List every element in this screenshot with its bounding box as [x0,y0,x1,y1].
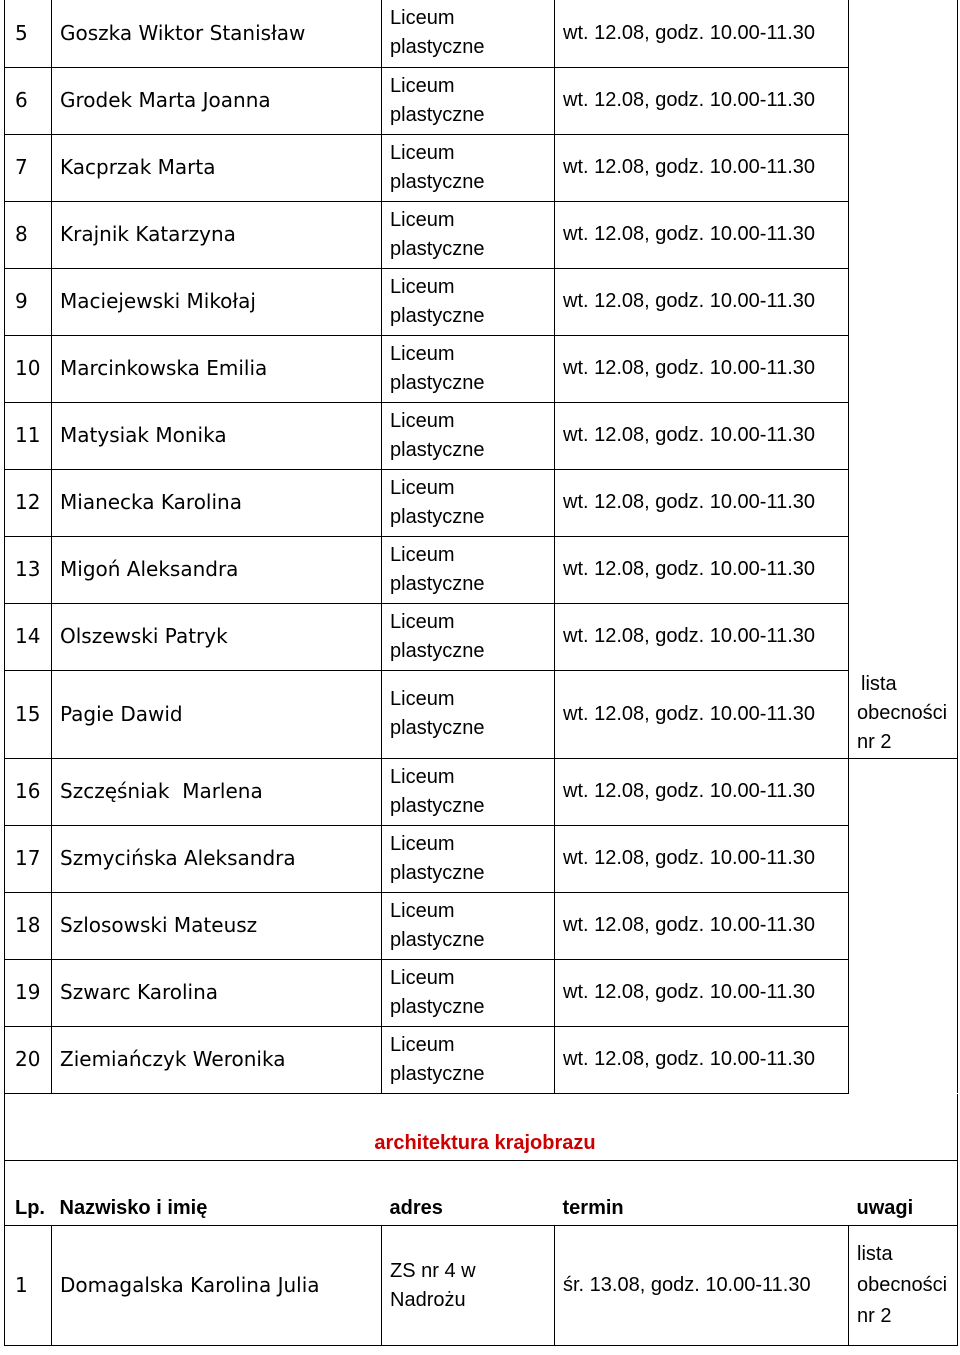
section-row-nr: 1 [5,1226,52,1346]
school-cell [382,1026,555,1093]
school-cell [382,469,555,536]
table-row [5,335,958,402]
school-line2: plastyczne [390,170,485,193]
row-number: 6 [5,67,52,134]
school-line2: plastyczne [390,371,485,394]
term-cell: wt. 12.08, godz. 10.00-11.30 [555,758,849,825]
student-name: Goszka Wiktor Stanisław [52,0,382,67]
school-line2: plastyczne [390,572,485,595]
row-number: 13 [5,536,52,603]
table-row [5,201,958,268]
school-line2: plastyczne [390,995,485,1018]
school-cell [382,536,555,603]
student-name: Marcinkowska Emilia [52,335,382,402]
row-number: 12 [5,469,52,536]
school-line1: Liceum [390,899,455,922]
school-cell [382,402,555,469]
term-cell: wt. 12.08, godz. 10.00-11.30 [555,892,849,959]
student-name: Szczęśniak Marlena [52,758,382,825]
student-name: Kacprzak Marta [52,134,382,201]
school-line2: plastyczne [390,36,485,59]
notes-cell [849,469,958,536]
school-cell [382,268,555,335]
student-name: Szmycińska Aleksandra [52,825,382,892]
term-cell: wt. 12.08, godz. 10.00-11.30 [555,536,849,603]
student-name: Maciejewski Mikołaj [52,268,382,335]
row-number: 19 [5,959,52,1026]
table-row [5,825,958,892]
term-cell: wt. 12.08, godz. 10.00-11.30 [555,268,849,335]
table-row [5,268,958,335]
row-number: 10 [5,335,52,402]
school-line2: plastyczne [390,103,485,126]
section-title-cell [5,1094,958,1161]
term-cell: wt. 12.08, godz. 10.00-11.30 [555,959,849,1026]
school-cell [382,670,555,758]
section-row-note [849,1226,958,1346]
group-note-line3: nr 2 [857,731,892,754]
document-page [4,0,957,1353]
school-line2: plastyczne [390,304,485,327]
school-line1: Liceum [390,208,455,231]
school-line1: Liceum [390,275,455,298]
students-table [4,0,958,1094]
notes-cell [849,959,958,1026]
row-number: 16 [5,758,52,825]
notes-cell [849,536,958,603]
notes-cell [849,0,958,67]
school-cell [382,0,555,67]
section-header-row [5,1161,958,1226]
school-line2: plastyczne [390,717,485,739]
notes-cell [849,892,958,959]
notes-cell [849,1026,958,1093]
school-line1: Liceum [390,966,455,989]
table-row [5,402,958,469]
school-line1: Liceum [390,7,455,30]
row-number: 8 [5,201,52,268]
student-name: Migoń Aleksandra [52,536,382,603]
term-cell: wt. 12.08, godz. 10.00-11.30 [555,670,849,758]
school-line1: Liceum [390,141,455,164]
note-line1: lista [857,1243,893,1265]
row-number: 7 [5,134,52,201]
section-row [5,1226,958,1346]
table-row [5,67,958,134]
student-name: Szlosowski Mateusz [52,892,382,959]
table-row [5,536,958,603]
table-row [5,134,958,201]
term-cell: wt. 12.08, godz. 10.00-11.30 [555,603,849,670]
school-line2: plastyczne [390,861,485,884]
school-line1: Liceum [390,409,455,432]
header-name: Nazwisko i imię [52,1161,382,1226]
group-note-line1: lista [861,673,897,696]
table-row [5,892,958,959]
address-line1: ZS nr 4 w [390,1259,476,1282]
header-address: adres [382,1161,555,1226]
note-line2: obecności [857,1274,948,1296]
school-line2: plastyczne [390,505,485,528]
school-line1: Liceum [390,74,455,97]
notes-cell [849,335,958,402]
table-row [5,0,958,67]
group-note-line2: obecności [857,702,948,725]
school-line2: plastyczne [390,1062,485,1085]
student-name: Matysiak Monika [52,402,382,469]
student-name: Ziemiańczyk Weronika [52,1026,382,1093]
school-cell [382,134,555,201]
school-line2: plastyczne [390,237,485,260]
table-row [5,603,958,670]
notes-cell [849,134,958,201]
term-cell: wt. 12.08, godz. 10.00-11.30 [555,825,849,892]
student-name: Olszewski Patryk [52,603,382,670]
student-name: Krajnik Katarzyna [52,201,382,268]
school-line1: Liceum [390,342,455,365]
student-name: Grodek Marta Joanna [52,67,382,134]
school-line1: Liceum [390,476,455,499]
school-line1: Liceum [390,688,455,710]
section-title-row [5,1094,958,1161]
notes-cell [849,758,958,825]
school-line1: Liceum [390,832,455,855]
school-line2: plastyczne [390,639,485,662]
note-line3: nr 2 [857,1305,892,1327]
school-cell [382,201,555,268]
row-number: 5 [5,0,52,67]
section-table [4,1094,958,1347]
school-line2: plastyczne [390,794,485,817]
section-row-address [382,1226,555,1346]
address-line2: Nadrożu [390,1288,466,1311]
section-title: architektura krajobrazu [374,1132,596,1154]
term-cell: wt. 12.08, godz. 10.00-11.30 [555,134,849,201]
table-row [5,959,958,1026]
school-cell [382,603,555,670]
header-notes: uwagi [849,1161,958,1226]
school-cell [382,825,555,892]
row-number: 20 [5,1026,52,1093]
school-cell [382,758,555,825]
row-number: 15 [5,670,52,758]
school-cell [382,892,555,959]
term-cell: wt. 12.08, godz. 10.00-11.30 [555,402,849,469]
term-cell: wt. 12.08, godz. 10.00-11.30 [555,469,849,536]
students-table-body [5,0,958,1093]
term-cell: wt. 12.08, godz. 10.00-11.30 [555,0,849,67]
notes-cell [849,268,958,335]
notes-cell [849,402,958,469]
school-cell [382,67,555,134]
school-line2: plastyczne [390,928,485,951]
school-cell [382,335,555,402]
student-name: Mianecka Karolina [52,469,382,536]
term-cell: wt. 12.08, godz. 10.00-11.30 [555,1026,849,1093]
row-number: 14 [5,603,52,670]
student-name: Szwarc Karolina [52,959,382,1026]
table-row [5,1026,958,1093]
section-row-term: śr. 13.08, godz. 10.00-11.30 [555,1226,849,1346]
section-row-name: Domagalska Karolina Julia [52,1226,382,1346]
school-line1: Liceum [390,610,455,633]
notes-cell [849,201,958,268]
term-cell: wt. 12.08, godz. 10.00-11.30 [555,67,849,134]
table-row [5,758,958,825]
notes-cell [849,825,958,892]
header-term: termin [555,1161,849,1226]
table-row [5,469,958,536]
row-number: 17 [5,825,52,892]
header-nr: Lp. [5,1161,52,1226]
school-line1: Liceum [390,765,455,788]
term-cell: wt. 12.08, godz. 10.00-11.30 [555,335,849,402]
table-row [5,670,958,758]
school-cell [382,959,555,1026]
school-line2: plastyczne [390,438,485,461]
school-line1: Liceum [390,543,455,566]
row-number: 11 [5,402,52,469]
notes-cell [849,67,958,134]
row-number: 18 [5,892,52,959]
student-name: Pagie Dawid [52,670,382,758]
school-line1: Liceum [390,1033,455,1056]
notes-cell [849,670,958,758]
row-number: 9 [5,268,52,335]
notes-cell [849,603,958,670]
term-cell: wt. 12.08, godz. 10.00-11.30 [555,201,849,268]
